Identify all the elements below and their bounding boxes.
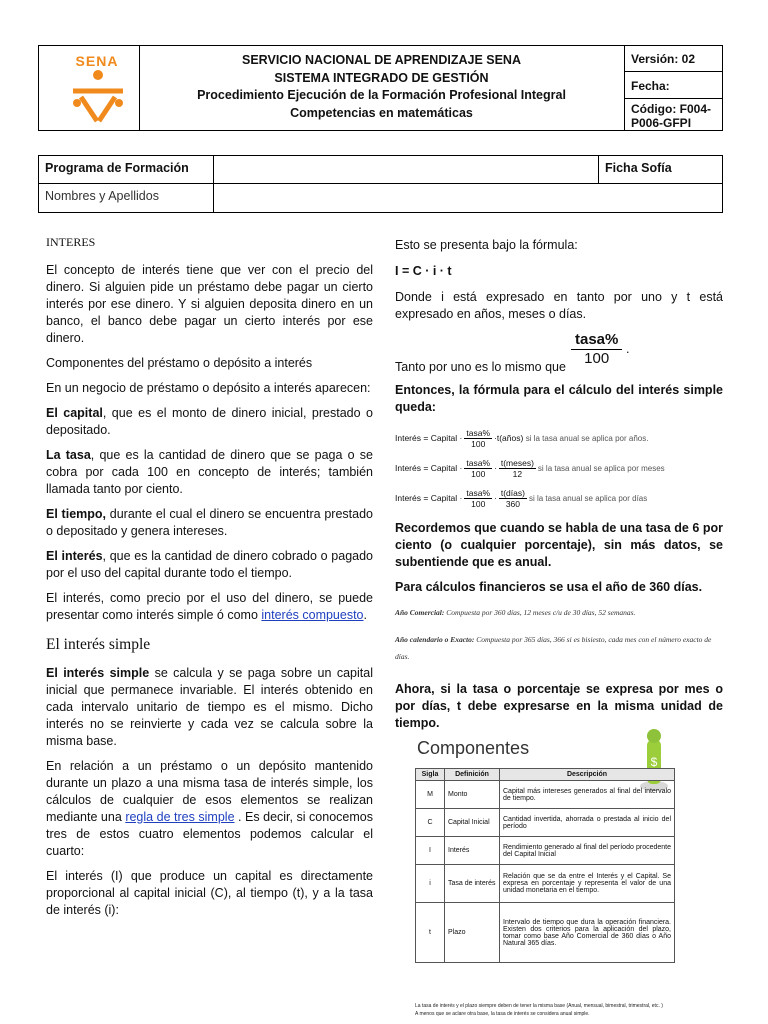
f1-frac-num: tasa%	[466, 427, 491, 438]
formula-main: I = C · i · t	[395, 264, 452, 278]
f3-t-den: 360	[505, 498, 520, 509]
fraction-period: .	[626, 342, 630, 356]
cell-sigla: M	[416, 781, 445, 809]
fraction-numerator: tasa%	[571, 331, 622, 350]
cell-desc: Intervalo de tiempo que dura la operación financiera. Existen dos criterios para la aplicación del plazo, tomar como base Año Comercial de 360 días o Año Natural 365 días.	[500, 903, 675, 963]
right-column	[395, 237, 723, 740]
paragraph-proporcional: El interés (I) que produce un capital es directamente proporcional al capital inicial (C), al tiempo (t), y a la tasa de interés (i):	[46, 869, 373, 917]
f3-frac-tasa	[464, 488, 492, 509]
procedure-name: Procedimiento Ejecución de la Formación Profesional Integral	[197, 88, 566, 102]
f1-t: t(años)	[496, 432, 524, 443]
simple-text: se calcula y se paga sobre un capital inicial que permanece invariable. El interés obtenido en cada intervalo unitario de tiempo es el mismo. Dicho interés no se reinvierte y cada vez se calcula sobre la misma base.	[46, 666, 373, 748]
program-table	[38, 155, 723, 213]
paragraph-formula-intro: Esto se presenta bajo la fórmula:	[395, 238, 578, 252]
formula-meses: Interés = Capital · $\frac{\text{tasa\%}}{100}$ · $\frac{\text{t(meses)}}{12}$ si la tasa anual se aplica por meses	[395, 457, 665, 479]
fraction-tasa	[571, 331, 622, 368]
code-line-1: Código: F004-	[631, 102, 711, 116]
paragraph-types	[46, 590, 373, 624]
term-interes-simple: El interés simple	[46, 666, 150, 680]
paragraph-entonces: Entonces, la fórmula para el cálculo del interés simple queda:	[395, 383, 723, 414]
date-label: Fecha:	[631, 79, 670, 93]
table-row	[416, 809, 675, 837]
f3-frac-t	[499, 488, 527, 509]
logo-text: SENA	[75, 53, 119, 69]
left-column	[46, 234, 373, 927]
cell-sigla: I	[416, 837, 445, 865]
term-capital: El capital	[46, 406, 103, 420]
table-row	[416, 781, 675, 809]
paragraph-appear: En un negocio de préstamo o depósito a interés aparecen:	[46, 381, 371, 395]
cell-def: Capital Inicial	[445, 809, 500, 837]
link-regla-tres[interactable]: regla de tres simple	[125, 810, 235, 824]
f2-eq: =	[423, 462, 429, 473]
f3-eq: =	[423, 492, 429, 503]
f3-frac-num: tasa%	[466, 487, 491, 498]
term-interes: El interés	[46, 549, 103, 563]
org-name: SERVICIO NACIONAL DE APRENDIZAJE SENA	[242, 53, 521, 67]
paragraph-components: Componentes del préstamo o depósito a interés	[46, 356, 313, 370]
subheading-interes-simple: El interés simple	[46, 636, 151, 653]
table-row	[416, 837, 675, 865]
f3-capital: Capital	[430, 492, 458, 503]
system-name: SISTEMA INTEGRADO DE GESTIÓN	[274, 70, 489, 85]
link-interes-compuesto[interactable]: interés compuesto	[261, 608, 364, 622]
cell-sigla: i	[416, 865, 445, 903]
capital-text: , que es el monto de dinero inicial, prestado o depositado.	[46, 406, 373, 437]
header-table	[38, 45, 723, 131]
footnote-2: A menos que se aclare otra base, la tasa de interés se considera anual simple.	[415, 1011, 590, 1017]
paragraph-tasa	[46, 447, 373, 498]
f2-note: si la tasa anual se aplica por meses	[537, 463, 665, 473]
cell-sigla: C	[416, 809, 445, 837]
types-end: .	[363, 608, 367, 622]
f2-frac-tasa	[464, 458, 492, 479]
components-figure	[415, 724, 677, 1020]
sena-logo	[67, 49, 141, 129]
note-ano-comercial	[395, 604, 723, 621]
section-title: INTERES	[46, 235, 96, 249]
f2-t-den: 12	[512, 468, 523, 479]
f1-capital: Capital	[430, 432, 458, 443]
tasa-text: , que es la cantidad de dinero que se paga o se cobra por cada 100 en concepto de interés; también llamada tanto por ciento.	[46, 448, 373, 496]
f1-frac-den: 100	[471, 438, 486, 449]
term-tiempo: El tiempo,	[46, 507, 107, 521]
cell-def: Tasa de interés	[445, 865, 500, 903]
formula-anos: Interés = Capital · $\frac{\text{tasa\%}}{100}$ · t(años) si la tasa anual se aplica por años.	[395, 427, 649, 449]
f1-frac	[464, 428, 492, 449]
col-descripcion: Descripción	[500, 769, 675, 781]
f2-frac-num: tasa%	[466, 457, 491, 468]
cell-def: Plazo	[445, 903, 500, 963]
f1-eq: =	[423, 432, 429, 443]
names-label: Nombres y Apellidos	[45, 189, 159, 203]
cell-desc: Rendimiento generado al final del período procedente del Capital Inicial	[500, 837, 675, 865]
code-label	[631, 102, 711, 130]
cell-desc: Capital más intereses generados al final del intervalo de tiempo.	[500, 781, 675, 809]
col-definicion: Definición	[445, 769, 500, 781]
note1-text: Compuesta por 360 días, 12 meses c/u de 30 días, 52 semanas.	[444, 608, 636, 617]
f3-interes: Interés	[395, 492, 421, 503]
regla-end: . Es decir, si conocemos tres de estos cuatro elementos podemos calcular el cuarto:	[46, 810, 373, 858]
note2-label: Año calendario o Exacto:	[395, 635, 475, 644]
program-label: Programa de Formación	[45, 161, 189, 175]
components-title: Componentes	[417, 738, 530, 758]
f2-frac-den: 100	[471, 468, 486, 479]
term-tasa: La tasa	[46, 448, 91, 462]
regla-text: En relación a un préstamo o un depósito mantenido durante un plazo a una misma tasa de interés simple, los cálculos de cualquier de esos elementos se realizan mediante una	[46, 759, 373, 824]
paragraph-360: Para cálculos financieros se usa el año de 360 días.	[395, 580, 703, 594]
paragraph-capital	[46, 405, 373, 439]
types-text: El interés, como precio por el uso del dinero, se puede presentar como interés simple ó como	[46, 591, 373, 622]
tanto-por-uno	[395, 331, 723, 379]
paragraph-interes	[46, 548, 373, 582]
paragraph-donde: Donde i está expresado en tanto por uno y t está expresado en años, meses o días.	[395, 290, 723, 321]
f2-capital: Capital	[430, 462, 458, 473]
cell-desc: Cantidad invertida, ahorrada o prestada al inicio del período	[500, 809, 675, 837]
fraction-denominator: 100	[584, 350, 610, 367]
f3-t-num: t(días)	[500, 487, 525, 498]
tiempo-text: durante el cual el dinero se encuentra prestado o depositado y genera intereses.	[46, 507, 373, 538]
note1-label: Año Comercial:	[395, 608, 445, 617]
paragraph-simple	[46, 665, 373, 750]
components-table	[415, 768, 675, 963]
paragraph-intro: El concepto de interés tiene que ver con el precio del dinero. Si alguien pide un préstamo debe pagar un cierto interés por ese dinero. Y si alguien deposita dinero en un banco, el banco debe pagar un cierto interés por ese dinero.	[46, 263, 373, 345]
footnote-1: La tasa de interés y el plazo siempre deben de tener la misma base (Anual, mensual, bimestral, trimestral, etc. )	[415, 1003, 663, 1009]
version-label: Versión: 02	[631, 52, 696, 66]
code-line-2: P006-GFPI	[631, 116, 692, 130]
f2-t-num: t(meses)	[500, 457, 534, 468]
components-footnote	[415, 1002, 677, 1018]
interes-text: , que es la cantidad de dinero cobrado o pagado por el uso del capital durante todo el tiempo.	[46, 549, 374, 580]
paragraph-recordemos: Recordemos que cuando se habla de una tasa de 6 por ciento (o cualquier porcentaje), sin más datos, se subentiende que es anual.	[395, 521, 723, 569]
paragraph-ahora: Ahora, si la tasa o porcentaje se expresa por mes o por días, t debe expresarse en la misma unidad de tiempo.	[395, 682, 723, 730]
subject-name: Competencias en matemáticas	[290, 105, 473, 120]
f3-note: si la tasa anual se aplica por días	[528, 493, 648, 503]
note-ano-calendario	[395, 631, 723, 665]
ficha-label: Ficha Sofía	[605, 161, 672, 175]
col-sigla: Sigla	[416, 769, 445, 781]
f2-interes: Interés	[395, 462, 421, 473]
cell-def: Interés	[445, 837, 500, 865]
table-row	[416, 865, 675, 903]
note2-text: Compuesta por 365 días, 366 si es bisiesto, cada mes con el número exacto de días.	[395, 635, 712, 661]
f1-interes: Interés	[395, 432, 421, 443]
sena-emblem-icon	[67, 67, 129, 127]
formula-dias: Interés = Capital · $\frac{\text{tasa\%}}{100}$ · $\frac{\text{t(días)}}{360}$ si la tasa anual se aplica por días	[395, 487, 648, 509]
tanto-text: Tanto por uno es lo mismo que	[395, 360, 566, 374]
header-titles	[139, 52, 624, 122]
f3-frac-den: 100	[471, 498, 486, 509]
svg-text:$: $	[650, 755, 658, 769]
paragraph-tiempo	[46, 506, 373, 540]
cell-sigla: t	[416, 903, 445, 963]
f2-frac-t	[499, 458, 536, 479]
cell-def: Monto	[445, 781, 500, 809]
cell-desc: Relación que se da entre el Interés y el Capital. Se expresa en porcentaje y representa el valor de una unidad monetaria en el tiempo.	[500, 865, 675, 903]
paragraph-regla	[46, 758, 373, 860]
f1-note: si la tasa anual se aplica por años.	[525, 433, 649, 443]
table-row	[416, 903, 675, 963]
